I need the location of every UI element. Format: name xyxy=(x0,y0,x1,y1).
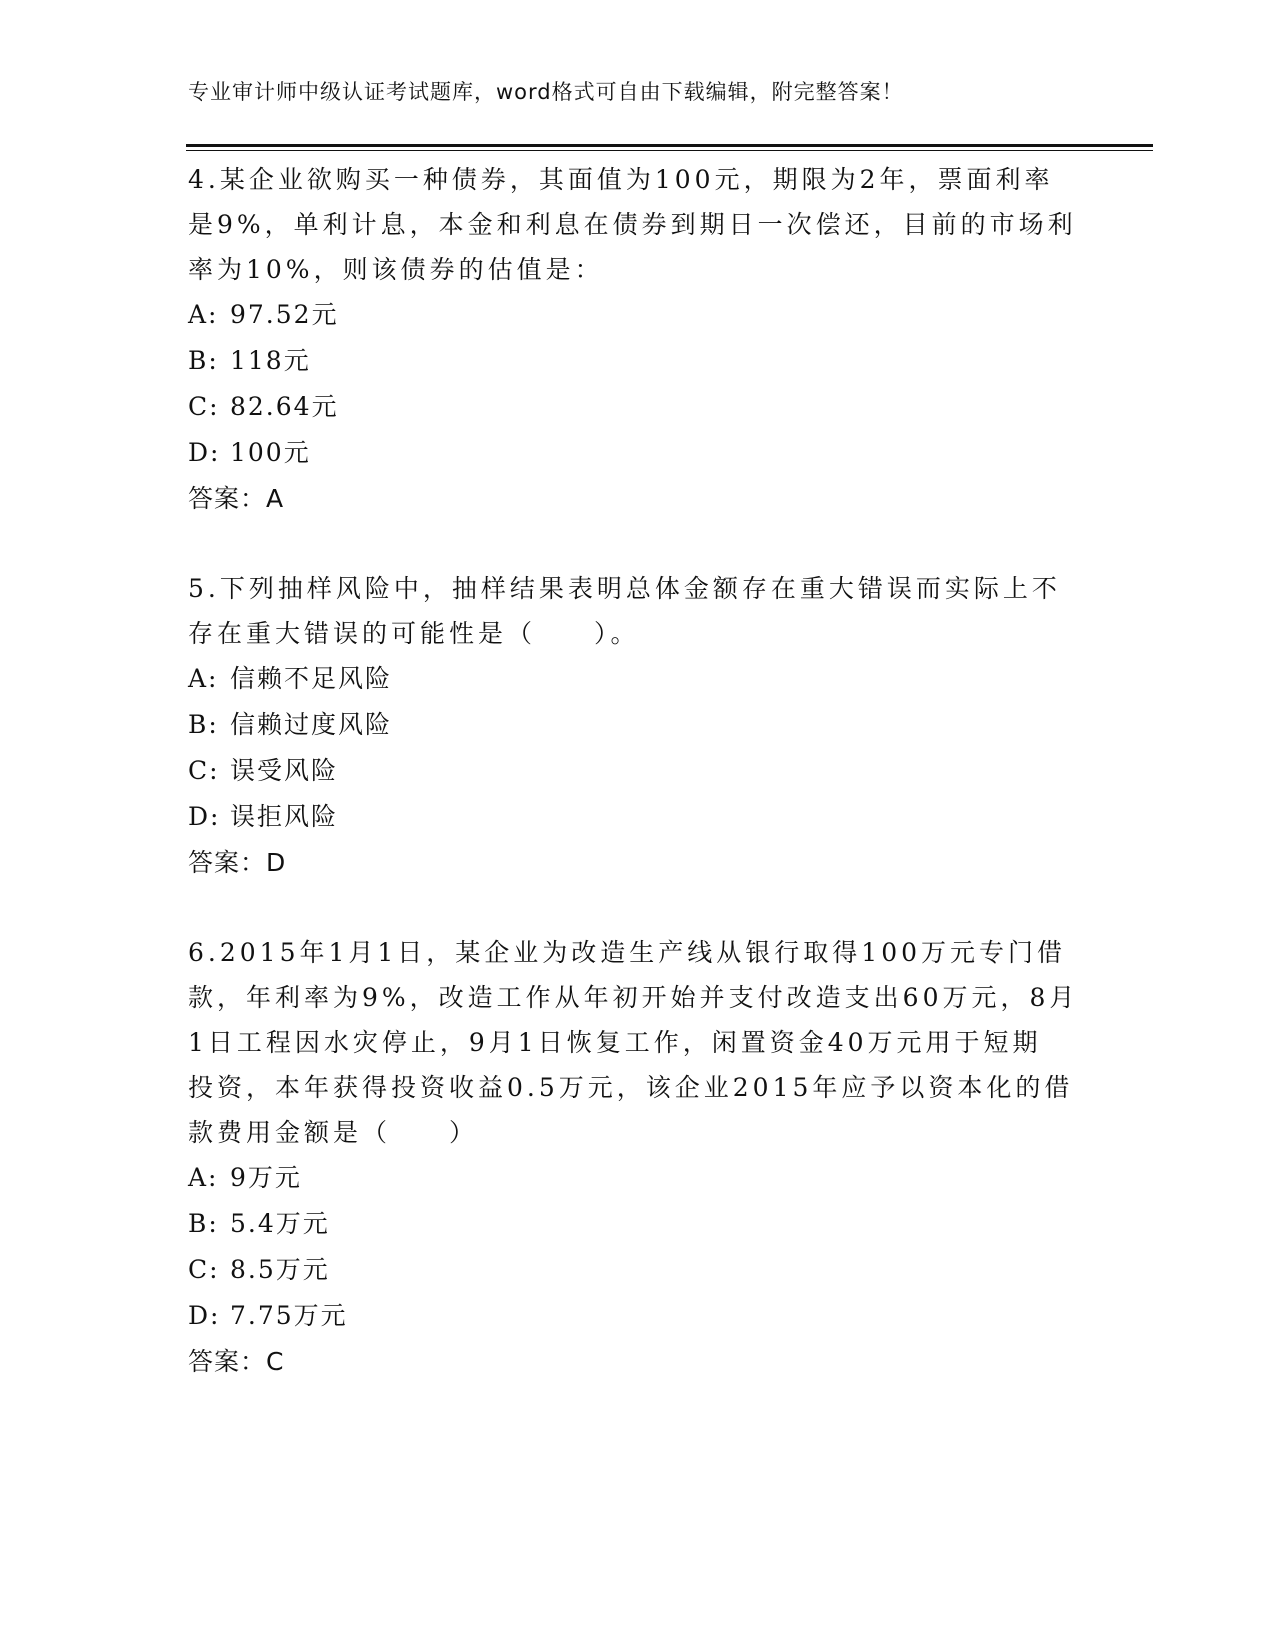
option-d xyxy=(188,430,1068,476)
option-a xyxy=(188,1155,1068,1201)
option-text: 118元 xyxy=(230,346,311,375)
option-letter: C: xyxy=(188,756,220,785)
question-5 xyxy=(188,566,1068,886)
option-text: 97.52元 xyxy=(230,300,339,329)
option-b xyxy=(188,338,1068,384)
question-stem-line: 6.2015年1月1日，某企业为改造生产线从银行取得100万元专门借 xyxy=(188,938,1067,967)
question-stem-line: 4.某企业欲购买一种债券，其面值为100元，期限为2年，票面利率 xyxy=(188,165,1054,194)
question-stem-line: 存在重大错误的可能性是（ ）。 xyxy=(188,619,640,648)
option-text: 误受风险 xyxy=(230,756,339,785)
option-b xyxy=(188,702,1068,748)
question-stem-line: 5.下列抽样风险中，抽样结果表明总体金额存在重大错误而实际上不 xyxy=(188,574,1061,603)
option-a xyxy=(188,656,1068,702)
option-text: 9万元 xyxy=(230,1163,302,1192)
option-text: 5.4万元 xyxy=(230,1209,330,1238)
option-text: 8.5万元 xyxy=(230,1255,330,1284)
option-text: 误拒风险 xyxy=(230,802,339,831)
header-rule-thick xyxy=(186,144,1153,147)
option-text: 信赖过度风险 xyxy=(230,710,393,739)
question-stem-line: 率为10%，则该债券的估值是： xyxy=(188,255,604,284)
option-letter: A: xyxy=(188,664,219,693)
option-c xyxy=(188,748,1068,794)
option-c xyxy=(188,384,1068,430)
option-b xyxy=(188,1201,1068,1247)
question-stem-line: 1日工程因水灾停止，9月1日恢复工作，闲置资金40万元用于短期 xyxy=(188,1028,1042,1057)
answer-line: 答案：D xyxy=(188,848,287,877)
option-d xyxy=(188,794,1068,840)
option-letter: B: xyxy=(188,346,219,375)
option-text: 100元 xyxy=(230,438,311,467)
option-d xyxy=(188,1293,1068,1339)
answer-line: 答案：C xyxy=(188,1347,285,1376)
option-letter: B: xyxy=(188,710,219,739)
option-letter: D: xyxy=(188,438,221,467)
page-header: 专业审计师中级认证考试题库，word格式可自由下载编辑，附完整答案！ xyxy=(188,80,904,104)
option-text: 7.75万元 xyxy=(230,1301,348,1330)
question-6 xyxy=(188,930,1079,1385)
option-letter: B: xyxy=(188,1209,219,1238)
question-stem-line: 款费用金额是（ ） xyxy=(188,1118,479,1147)
option-text: 信赖不足风险 xyxy=(230,664,393,693)
header-rule-thin xyxy=(186,150,1153,151)
answer-line: 答案：A xyxy=(188,484,285,513)
question-stem-line: 投资，本年获得投资收益0.5万元，该企业2015年应予以资本化的借 xyxy=(188,1073,1074,1102)
option-text: 82.64元 xyxy=(230,392,339,421)
option-letter: C: xyxy=(188,392,220,421)
question-4 xyxy=(188,157,1077,522)
question-stem-line: 是9%，单利计息，本金和利息在债券到期日一次偿还，目前的市场利 xyxy=(188,210,1077,239)
option-letter: D: xyxy=(188,802,221,831)
option-a xyxy=(188,292,1068,338)
option-letter: A: xyxy=(188,1163,219,1192)
option-letter: D: xyxy=(188,1301,221,1330)
option-letter: C: xyxy=(188,1255,220,1284)
option-letter: A: xyxy=(188,300,219,329)
question-stem-line: 款，年利率为9%，改造工作从年初开始并支付改造支出60万元，8月 xyxy=(188,983,1079,1012)
option-c xyxy=(188,1247,1068,1293)
